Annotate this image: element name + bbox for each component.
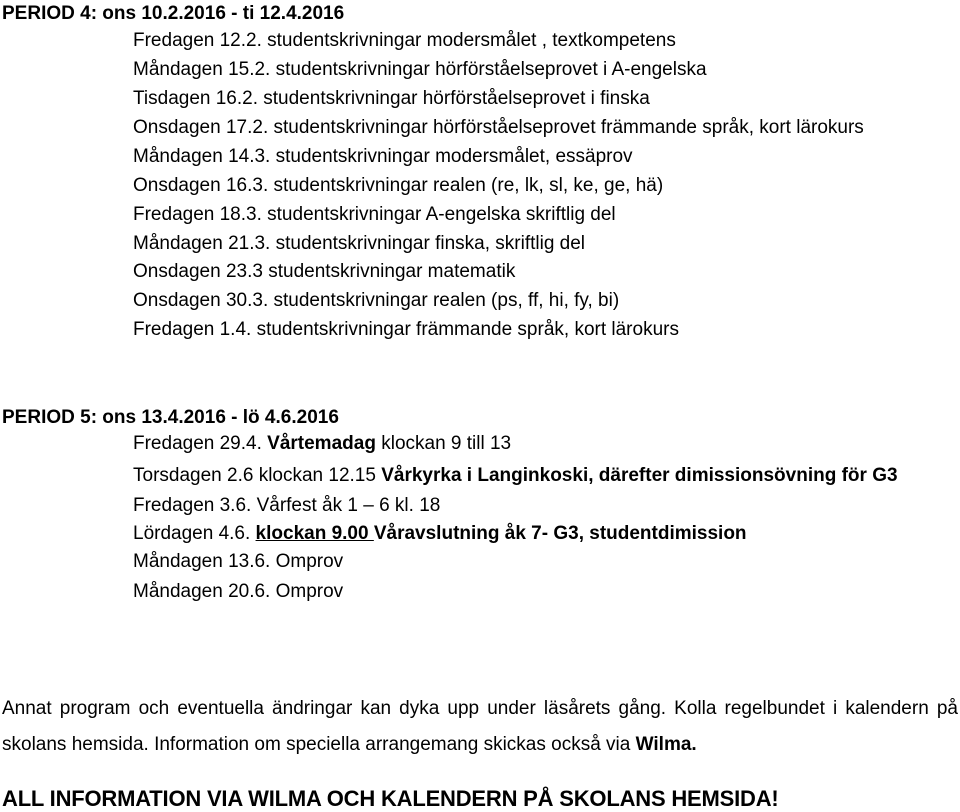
event-time: klockan 9 till 13 — [375, 433, 512, 454]
list-item: Onsdagen 23.3 studentskrivningar matematik — [133, 261, 516, 282]
info-note-text: Annat program och eventuella ändringar kan dyka upp under läsårets gång. Kolla regelbundet i kalendern på skolans hemsida. Information om speciella arrangemang skickas också via — [2, 698, 958, 755]
list-item: Tisdagen 16.2. studentskrivningar hörförståelseprovet i finska — [133, 88, 650, 109]
list-item: Fredagen 18.3. studentskrivningar A-engelska skriftlig del — [133, 204, 616, 225]
list-item: Fredagen 1.4. studentskrivningar främmande språk, kort lärokurs — [133, 319, 679, 340]
list-item: Fredagen 3.6. Vårfest åk 1 – 6 kl. 18 — [133, 495, 441, 516]
list-item: Onsdagen 16.3. studentskrivningar realen (re, lk, sl, ke, ge, hä) — [133, 175, 664, 196]
event-date: Lördagen 4.6. — [133, 523, 256, 544]
event-date: Torsdagen 2.6 klockan 12.15 — [133, 465, 382, 486]
event-date: Fredagen 29.4. — [133, 433, 268, 454]
period-4-heading: PERIOD 4: ons 10.2.2016 - ti 12.4.2016 — [2, 3, 345, 24]
event-title: Vårkyrka i Langinkoski, därefter dimissionsövning för G3 — [381, 465, 898, 486]
event-title: Våravslutning åk 7- G3, studentdimission — [373, 523, 747, 544]
list-item — [133, 464, 898, 488]
list-item: Måndagen 13.6. Omprov — [133, 551, 344, 572]
list-item: Måndagen 14.3. studentskrivningar modersmålet, essäprov — [133, 146, 633, 167]
list-item: Onsdagen 17.2. studentskrivningar hörförståelseprovet främmande språk, kort lärokurs — [133, 117, 864, 138]
list-item: Måndagen 21.3. studentskrivningar finska, skriftlig del — [133, 233, 586, 254]
period-5-heading: PERIOD 5: ons 13.4.2016 - lö 4.6.2016 — [2, 407, 339, 428]
list-item: Fredagen 12.2. studentskrivningar modersmålet , textkompetens — [133, 30, 676, 51]
wilma-label: Wilma. — [635, 734, 697, 755]
list-item: Måndagen 15.2. studentskrivningar hörförståelseprovet i A-engelska — [133, 59, 707, 80]
list-item — [133, 432, 511, 456]
event-time: klockan 9.00 — [255, 523, 374, 544]
list-item — [133, 522, 747, 546]
list-item: Onsdagen 30.3. studentskrivningar realen (ps, ff, hi, fy, bi) — [133, 290, 620, 311]
list-item: Måndagen 20.6. Omprov — [133, 581, 344, 602]
info-note — [2, 691, 958, 763]
event-title: Vårtemadag — [267, 433, 376, 454]
final-notice: ALL INFORMATION VIA WILMA OCH KALENDERN PÅ SKOLANS HEMSIDA! — [2, 786, 779, 811]
